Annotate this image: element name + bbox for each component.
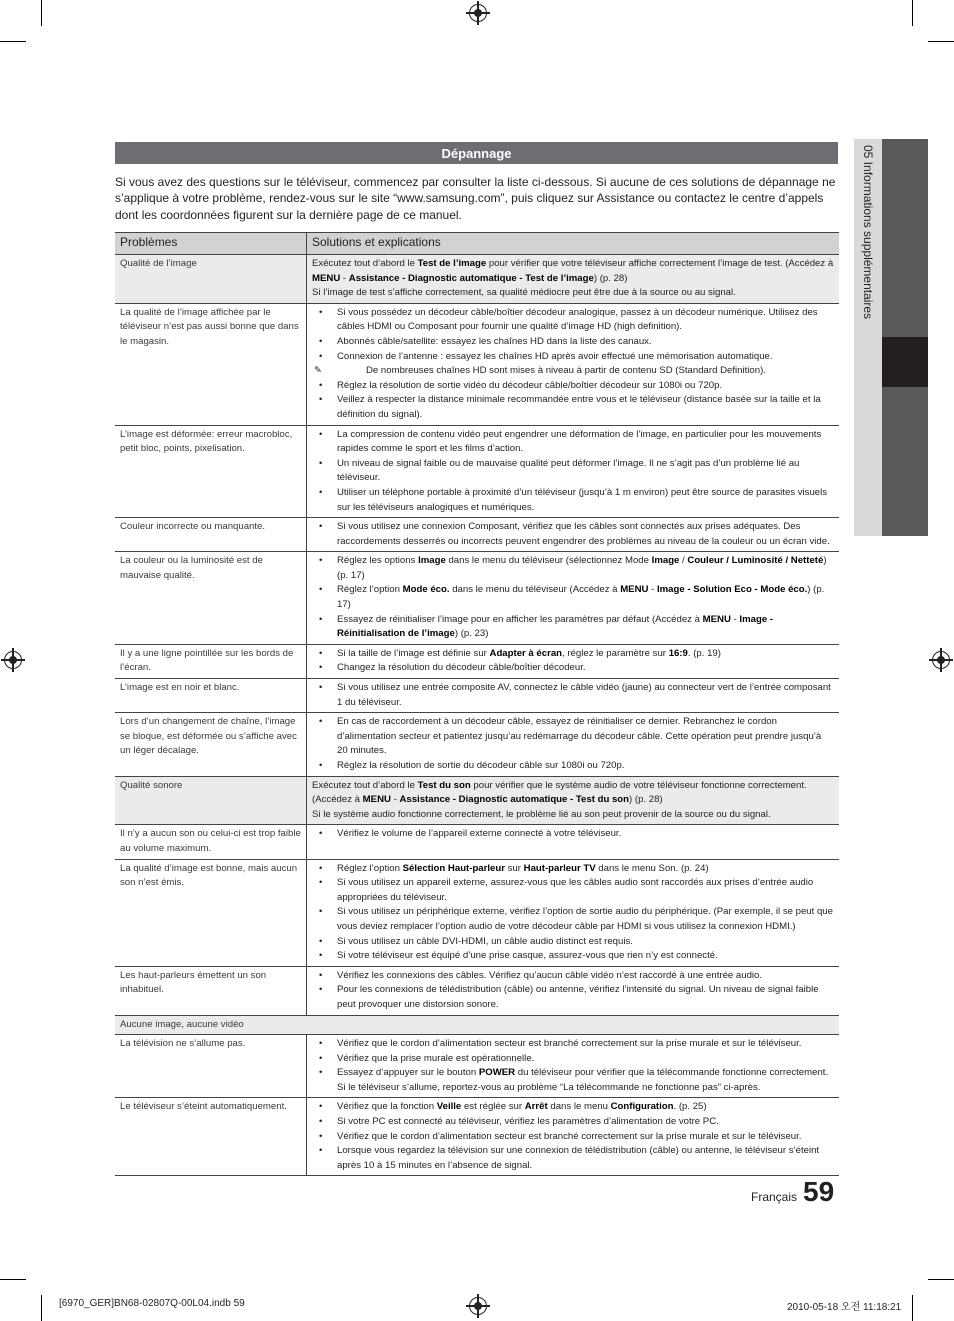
crop-mark <box>0 1279 26 1280</box>
list-item: • Changez la résolution du décodeur câble/boîtier décodeur. <box>312 661 834 676</box>
solution-cell <box>307 825 840 859</box>
registration-mark-icon <box>469 1297 487 1315</box>
list-item: • Abonnés câble/satellite: essayez les chaînes HD dans la liste des canaux. <box>312 335 834 350</box>
solution-list <box>312 1100 834 1173</box>
list-item: • Si vous possédez un décodeur câble/boîtier décodeur analogique, passez à un décodeur numérique. Utilisez des câbles HDMI ou Composant pour fournir une qualité d’image HD (high definition). <box>312 306 834 335</box>
note-pencil-icon: ✎ <box>314 365 323 377</box>
problem-cell: La couleur ou la luminosité est de mauvaise qualité. <box>115 552 307 645</box>
solution-cell <box>307 859 840 966</box>
problem-cell: Qualité sonore <box>115 776 307 825</box>
list-item: • Pour les connexions de télédistribution (câble) ou antenne, vérifiez l’intensité du signal. Un niveau de signal faible peut provoquer une distorsion sonore. <box>312 983 834 1012</box>
list-item: • Connexion de l’antenne : essayez les chaînes HD après avoir effectué une mémorisation automatique. <box>312 350 834 365</box>
page-number: 59 <box>803 1176 835 1207</box>
list-item: • Utiliser un téléphone portable à proximité d’un téléviseur (jusqu’à 1 m environ) peut être source de parasites visuels sur les téléviseurs analogiques et numériques. <box>312 486 834 515</box>
crop-mark <box>928 1279 954 1280</box>
solution-list <box>312 715 834 773</box>
list-item: • Réglez la résolution de sortie vidéo du décodeur câble/boîtier décodeur sur 1080i ou 720p. <box>312 379 834 394</box>
print-slug-left: [6970_GER]BN68-02807Q-00L04.indb 59 <box>59 1298 245 1309</box>
section-title: Dépannage <box>115 142 838 164</box>
solution-list <box>312 647 834 676</box>
solution-cell <box>307 644 840 678</box>
solution-cell <box>307 425 840 518</box>
list-item: • Si vous utilisez un appareil externe, assurez-vous que les câbles audio sont raccordés aux prises d’entrée audio appropriées du téléviseur. <box>312 876 834 905</box>
table-row <box>115 425 839 518</box>
list-item: • Si vous utilisez un périphérique externe, vérifiez l’option de sortie audio du périphérique. (Par exemple, il se peut que vous deviez remplacer l’option audio de votre décodeur câble par HDMI si vous utilisez la connexion HDMI.) <box>312 905 834 934</box>
table-row <box>115 303 839 425</box>
list-item: • Veillez à respecter la distance minimale recommandée entre vous et le téléviseur (distance basée sur la taille et la définition du signal). <box>312 393 834 422</box>
list-item: • Si votre téléviseur est équipé d’une prise casque, assurez-vous que rien n’y est connecté. <box>312 949 834 964</box>
footer-language: Français <box>751 1190 798 1204</box>
solution-cell <box>307 1035 840 1098</box>
solution-list <box>312 862 834 964</box>
list-item: • Vérifiez le volume de l’appareil externe connecté à votre téléviseur. <box>312 827 834 842</box>
crop-mark <box>912 0 913 26</box>
list-item: • Vérifiez que la fonction Veille est réglée sur Arrêt dans le menu Configuration. (p. 25) <box>312 1100 834 1115</box>
list-item: • Essayez de réinitialiser l’image pour en afficher les paramètres par défaut (Accédez à MENU - Image - Réinitialisation de l’image) (p. 23) <box>312 613 834 642</box>
solution-list <box>312 969 834 1013</box>
problem-cell: Les haut-parleurs émettent un son inhabituel. <box>115 966 307 1015</box>
solution-list <box>312 306 834 364</box>
crop-mark <box>912 1295 913 1321</box>
problem-cell: Qualité de l’image <box>115 255 307 304</box>
table-row <box>115 776 839 825</box>
side-tab-marker <box>882 337 928 387</box>
crop-mark <box>41 1295 42 1321</box>
table-row <box>115 966 839 1015</box>
list-item: • En cas de raccordement à un décodeur câble, essayez de réinitialiser ce dernier. Rebranchez le cordon d’alimentation secteur et patientez jusqu’au redémarrage du décodeur câble. Cette opération peut prendre jusqu’à 20 minutes. <box>312 715 834 759</box>
table-body <box>115 255 839 1176</box>
list-item: • Vérifiez que la prise murale est opérationnelle. <box>312 1052 834 1067</box>
header-solutions: Solutions et explications <box>307 233 840 255</box>
solution-list <box>312 827 834 842</box>
solution-cell <box>307 1098 840 1176</box>
problem-cell: La télévision ne s’allume pas. <box>115 1035 307 1098</box>
solution-cell: Exécutez tout d’abord le Test du son pour vérifier que le système audio de votre téléviseur fonctionne correctement. (Accédez à MENU - Assistance - Diagnostic automatique - Test du son) (p. 28) Si le système audio fonctionne correctement, le problème lié au son peut provenir de la source ou du signal. <box>307 776 840 825</box>
crop-mark <box>0 41 26 42</box>
problem-cell: Aucune image, aucune vidéo <box>115 1015 839 1035</box>
solution-list <box>312 379 834 423</box>
solution-cell <box>307 303 840 425</box>
crop-mark <box>928 41 954 42</box>
registration-mark-icon <box>4 651 22 669</box>
solution-cell <box>307 552 840 645</box>
solution-list <box>312 520 834 549</box>
solution-cell <box>307 679 840 713</box>
list-item: • Si vous utilisez une connexion Composant, vérifiez que les câbles sont connectés aux prises adéquates. Des raccordements desserrés ou incorrects peuvent engendrer des problèmes au niveau de la couleur ou un écran vide. <box>312 520 834 549</box>
table-row <box>115 713 839 776</box>
table-row <box>115 825 839 859</box>
troubleshooting-table <box>115 232 839 1176</box>
solution-cell <box>307 713 840 776</box>
list-item: • Un niveau de signal faible ou de mauvaise qualité peut déformer l’image. Il ne s’agit pas d’un problème lié au téléviseur. <box>312 457 834 486</box>
print-slug-right: 2010-05-18 오전 11:18:21 <box>787 1302 902 1313</box>
list-item: • Essayez d’appuyer sur le bouton POWER du téléviseur pour vérifier que la télécommande fonctionne correctement. Si le téléviseur s’allume, reportez-vous au problème “La télécommande ne fonctionne pas” ci-après. <box>312 1066 834 1095</box>
solution-list <box>312 554 834 642</box>
list-item: • Réglez l’option Sélection Haut-parleur sur Haut-parleur TV dans le menu Son. (p. 24) <box>312 862 834 877</box>
registration-mark-icon <box>469 4 487 22</box>
problem-cell: La qualité de l’image affichée par le téléviseur n’est pas aussi bonne que dans le magasin. <box>115 303 307 425</box>
registration-mark-icon <box>932 651 950 669</box>
problem-cell: Lors d’un changement de chaîne, l’image se bloque, est déformée ou s’affiche avec un léger décalage. <box>115 713 307 776</box>
table-row <box>115 552 839 645</box>
table-row <box>115 1098 839 1176</box>
list-item: • Vérifiez que le cordon d’alimentation secteur est branché correctement sur la prise murale et sur le téléviseur. <box>312 1037 834 1052</box>
problem-cell: Le téléviseur s’éteint automatiquement. <box>115 1098 307 1176</box>
problem-cell: Il n’y a aucun son ou celui-ci est trop faible au volume maximum. <box>115 825 307 859</box>
list-item: • Lorsque vous regardez la télévision sur une connexion de télédistribution (câble) ou antenne, le téléviseur s’éteint après 10 à 15 minutes en l’absence de signal. <box>312 1144 834 1173</box>
header-problems: Problèmes <box>115 233 307 255</box>
list-item: • Réglez la résolution de sortie du décodeur câble sur 1080i ou 720p. <box>312 759 834 774</box>
note <box>312 364 834 379</box>
list-item: • Vérifiez que le cordon d’alimentation secteur est branché correctement sur la prise murale et sur le téléviseur. <box>312 1130 834 1145</box>
list-item: • La compression de contenu vidéo peut engendrer une déformation de l’image, en particulier pour les mouvements rapides comme le sport et les films d’action. <box>312 428 834 457</box>
solution-list <box>312 428 834 516</box>
solution-list <box>312 681 834 710</box>
problem-cell: Il y a une ligne pointillée sur les bords de l’écran. <box>115 644 307 678</box>
problem-cell: L’image est en noir et blanc. <box>115 679 307 713</box>
solution-cell: Exécutez tout d’abord le Test de l’image pour vérifier que votre téléviseur affiche correctement l’image de test. (Accédez à MENU - Assistance - Diagnostic automatique - Test de l’image) (p. 28) Si l’image de test s’affiche correctement, sa qualité médiocre peut être due à la source ou au signal. <box>307 255 840 304</box>
crop-mark <box>41 0 42 26</box>
list-item: • Vérifiez les connexions des câbles. Vérifiez qu’aucun câble vidéo n’est raccordé à une entrée audio. <box>312 969 834 984</box>
table-row <box>115 518 839 552</box>
list-item: • Si la taille de l’image est définie sur Adapter à écran, réglez le paramètre sur 16:9. (p. 19) <box>312 647 834 662</box>
table-row <box>115 255 839 304</box>
intro-paragraph: Si vous avez des questions sur le téléviseur, commencez par consulter la liste ci-dessous. Si aucune de ces solutions de dépannage ne s’applique à votre problème, rendez-vous sur le site “www.samsung.com”, puis cliquez sur Assistance ou contactez le centre d’appels dont les coordonnées figurent sur la dernière page de ce manuel. <box>115 175 836 222</box>
list-item: • Si votre PC est connecté au téléviseur, vérifiez les paramètres d’alimentation de votre PC. <box>312 1115 834 1130</box>
list-item: • Si vous utilisez une entrée composite AV, connectez le câble vidéo (jaune) au connecteur vert de l’entrée composant 1 du téléviseur. <box>312 681 834 710</box>
problem-cell: La qualité d’image est bonne, mais aucun son n’est émis. <box>115 859 307 966</box>
solution-cell <box>307 966 840 1015</box>
list-item: • Si vous utilisez un câble DVI-HDMI, un câble audio distinct est requis. <box>312 935 834 950</box>
problem-cell: L’image est déformée: erreur macrobloc, petit bloc, points, pixelisation. <box>115 425 307 518</box>
problem-cell: Couleur incorrecte ou manquante. <box>115 518 307 552</box>
table-row <box>115 1015 839 1035</box>
solution-cell <box>307 518 840 552</box>
chapter-label: 05 Informations supplémentaires <box>861 145 875 320</box>
table-row <box>115 859 839 966</box>
note-text: De nombreuses chaînes HD sont mises à niveau à partir de contenu SD (Standard Definition). <box>366 365 766 377</box>
table-row <box>115 1035 839 1098</box>
solution-list <box>312 1037 834 1095</box>
list-item: • Réglez l’option Mode éco. dans le menu du téléviseur (Accédez à MENU - Image - Solution Eco - Mode éco.) (p. 17) <box>312 583 834 612</box>
table-row <box>115 644 839 678</box>
table-row <box>115 679 839 713</box>
list-item: • Réglez les options Image dans le menu du téléviseur (sélectionnez Mode Image / Couleur / Luminosité / Netteté) (p. 17) <box>312 554 834 583</box>
